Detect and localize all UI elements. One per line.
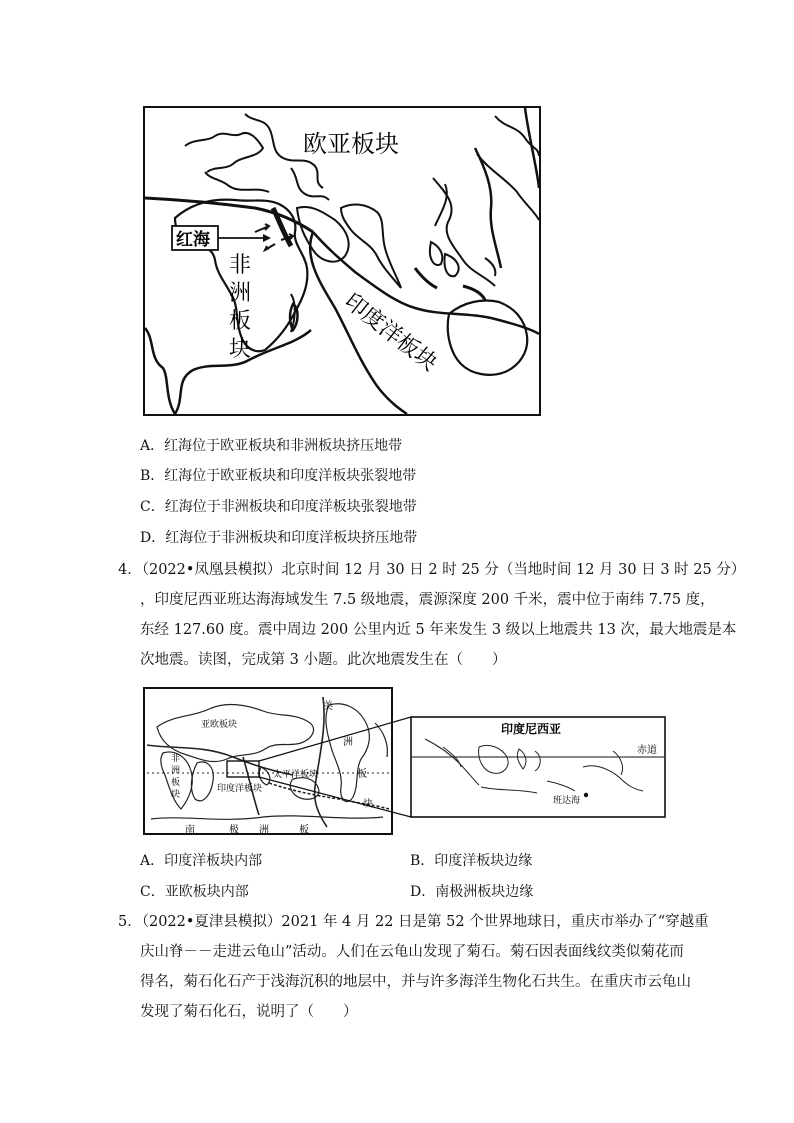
q5-line-2: 庆山脊－－走进云龟山”活动。人们在云龟山发现了菊石。菊石因表面线纹类似菊花而 [140, 944, 684, 960]
label-antarctic-3: 洲 [259, 825, 269, 836]
q5-line-1: 5．（2022•夏津县模拟）2021 年 4 月 22 日是第 52 个世界地球日，重庆市举办了“穿越重 [118, 914, 709, 930]
q3-option-b[interactable]: B．红海位于欧亚板块和印度洋板块张裂地带 [140, 468, 417, 484]
label-banda-sea: 班达海 [553, 796, 581, 806]
q4-option-b[interactable]: B．印度洋板块边缘 [410, 853, 533, 869]
q4-line-3: 东经 127.60 度。震中周边 200 公里内近 5 年来发生 3 级以上地震共 13 次，最大地震是本 [140, 622, 737, 638]
q4-option-c[interactable]: C．亚欧板块内部 [140, 884, 249, 900]
label-african-plate-2: 洲 [229, 281, 252, 306]
label-eurasian-plate-small: 亚欧板块 [201, 720, 238, 730]
q4-line-4: 次地震。读图，完成第 3 小题。此次地震发生在（ ） [140, 652, 507, 668]
label-pacific-plate: 太平洋板块 [273, 770, 319, 780]
label-africa-small-4: 块 [171, 790, 181, 800]
label-america-2: 洲 [343, 737, 353, 748]
world-plate-map-drawing [143, 687, 668, 837]
plate-map-red-sea [143, 106, 541, 416]
q4-line-1: 4．（2022•凤凰县模拟）北京时间 12 月 30 日 2 时 25 分（当地时间 12 月 30 日 3 时 25 分） [118, 562, 746, 578]
question-4 [118, 555, 746, 675]
label-indian-plate-small: 印度洋板块 [217, 784, 263, 794]
label-africa-small-1: 非 [171, 754, 181, 764]
label-indian-ocean-plate: 印度洋板块 [339, 289, 442, 377]
q4-option-a[interactable]: A．印度洋板块内部 [140, 853, 263, 869]
label-red-sea: 红海 [176, 230, 210, 250]
label-eurasian-plate: 欧亚板块 [303, 130, 399, 158]
label-african-plate-4: 块 [229, 337, 252, 362]
label-america-4: 块 [363, 799, 373, 810]
epicenter-marker [584, 793, 588, 797]
label-america-1: 美 [323, 701, 333, 712]
label-africa-small-2: 洲 [171, 766, 181, 776]
q4-line-2: ，印度尼西亚班达海海域发生 7.5 级地震，震源深度 200 千米，震中位于南纬 7.75 度， [140, 592, 715, 608]
q5-line-3: 得名，菊石化石产于浅海沉积的地层中，并与许多海洋生物化石共生。在重庆市云龟山 [140, 974, 691, 990]
label-african-plate-3: 板 [229, 309, 252, 334]
label-antarctic-4: 板 [299, 825, 309, 836]
label-america-3: 板 [357, 769, 367, 780]
label-african-plate-1: 非 [229, 253, 252, 278]
world-plate-map-figure [143, 687, 668, 837]
q4-option-d[interactable]: D．南极洲板块边缘 [410, 884, 534, 900]
q3-option-a[interactable]: A．红海位于欧亚板块和非洲板块挤压地带 [140, 438, 403, 454]
inset-title-indonesia: 印度尼西亚 [501, 722, 562, 736]
q3-option-c[interactable]: C．红海位于非洲板块和印度洋板块张裂地带 [140, 499, 417, 515]
label-africa-small-3: 板 [171, 778, 181, 788]
label-equator: 赤道 [637, 745, 657, 756]
plate-map-drawing [145, 108, 539, 414]
label-antarctic-2: 极 [229, 825, 239, 836]
label-antarctic-1: 南 [185, 825, 195, 836]
q5-line-4: 发现了菊石化石，说明了（ ） [140, 1004, 358, 1020]
question-5 [118, 907, 708, 1027]
q3-option-d[interactable]: D．红海位于非洲板块和印度洋板块挤压地带 [140, 530, 418, 546]
